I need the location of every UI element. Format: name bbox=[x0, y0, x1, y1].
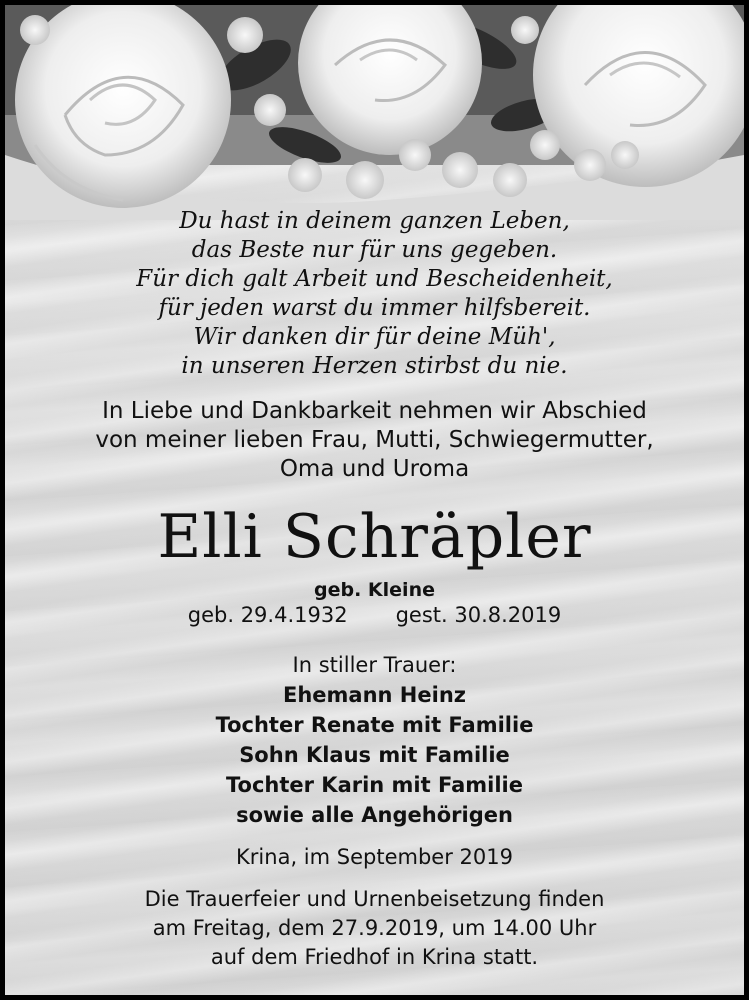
mourners-heading: In stiller Trauer: bbox=[292, 653, 457, 677]
poem-line: Du hast in deinem ganzen Leben, bbox=[179, 208, 570, 234]
mourner-name: Ehemann Heinz bbox=[283, 683, 466, 707]
funeral-line: auf dem Friedhof in Krina statt. bbox=[210, 945, 539, 969]
roses-image bbox=[5, 5, 744, 220]
maiden-name: geb. Kleine bbox=[314, 579, 435, 601]
mourner-name: Tochter Karin mit Familie bbox=[225, 773, 523, 797]
birth-date: geb. 29.4.1932 bbox=[187, 603, 348, 627]
life-dates bbox=[5, 600, 744, 630]
funeral-line: am Freitag, dem 27.9.2019, um 14.00 Uhr bbox=[152, 916, 597, 940]
poem-line: in unseren Herzen stirbst du nie. bbox=[181, 353, 568, 379]
intro-line: Oma und Uroma bbox=[279, 456, 470, 482]
funeral-line: Die Trauerfeier und Urnenbeisetzung finden bbox=[144, 887, 605, 911]
mourner-name: Tochter Renate mit Familie bbox=[215, 713, 534, 737]
farewell-intro bbox=[5, 397, 744, 484]
poem-line: für jeden warst du immer hilfsbereit. bbox=[158, 295, 591, 321]
mourners bbox=[5, 650, 744, 830]
intro-line: In Liebe und Dankbarkeit nehmen wir Abschied bbox=[102, 398, 647, 424]
mourner-name: Sohn Klaus mit Familie bbox=[239, 743, 510, 767]
deceased-name: Elli Schräpler bbox=[157, 502, 592, 572]
poem-line: das Beste nur für uns gegeben. bbox=[191, 237, 558, 263]
death-date: gest. 30.8.2019 bbox=[395, 603, 562, 627]
place-date: Krina, im September 2019 bbox=[236, 845, 513, 869]
poem-line: Für dich galt Arbeit und Bescheidenheit, bbox=[136, 266, 613, 292]
intro-line: von meiner lieben Frau, Mutti, Schwiegermutter, bbox=[95, 427, 654, 453]
funeral-info bbox=[5, 885, 744, 972]
poem-line: Wir danken dir für deine Müh', bbox=[193, 324, 556, 350]
mourner-name: sowie alle Angehörigen bbox=[236, 803, 513, 827]
poem bbox=[5, 207, 744, 381]
